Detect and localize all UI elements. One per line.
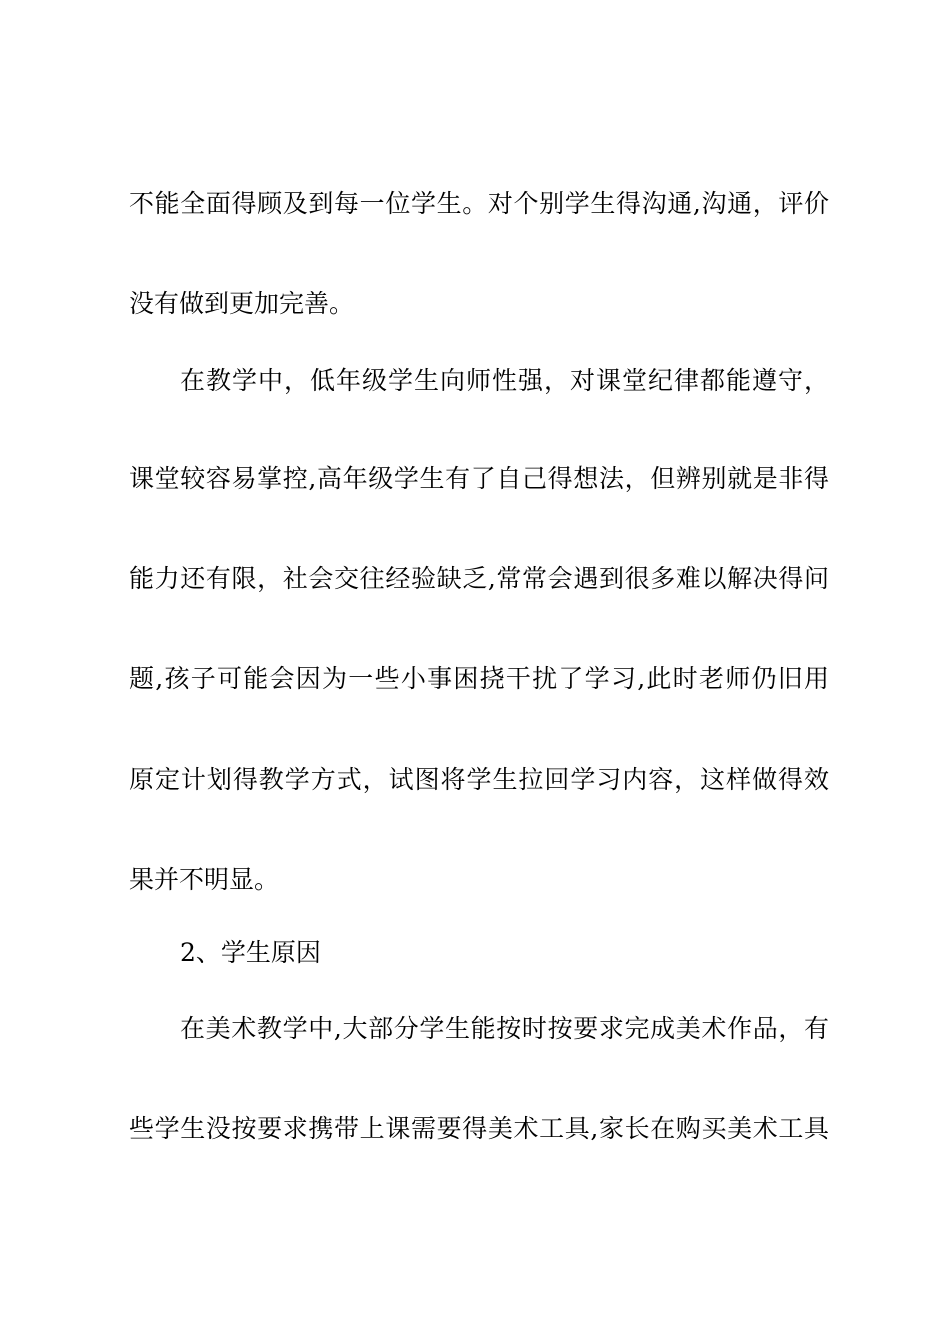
text-line-6: 题,孩子可能会因为一些小事困挠干扰了学习,此时老师仍旧用 (129, 664, 829, 693)
text-line-5: 能力还有限，社会交往经验缺乏,常常会遇到很多难以解决得问 (129, 564, 829, 593)
text-line-7: 原定计划得教学方式，试图将学生拉回学习内容，这样做得效 (129, 765, 829, 794)
text-line-4: 课堂较容易掌控,高年级学生有了自己得想法，但辨别就是非得 (129, 464, 829, 493)
paragraph-3-line-1: 在美术教学中,大部分学生能按时按要求完成美术作品，有 (180, 1014, 829, 1043)
text-line-11: 些学生没按要求携带上课需要得美术工具,家长在购买美术工具 (129, 1114, 829, 1143)
section-heading: 2、学生原因 (180, 938, 321, 967)
paragraph-2-line-1: 在教学中，低年级学生向师性强，对课堂纪律都能遵守， (180, 366, 829, 395)
text-line-1: 不能全面得顾及到每一位学生。对个别学生得沟通,沟通，评价 (129, 189, 829, 218)
text-line-8: 果并不明显。 (129, 865, 280, 894)
text-line-2: 没有做到更加完善。 (129, 289, 355, 318)
